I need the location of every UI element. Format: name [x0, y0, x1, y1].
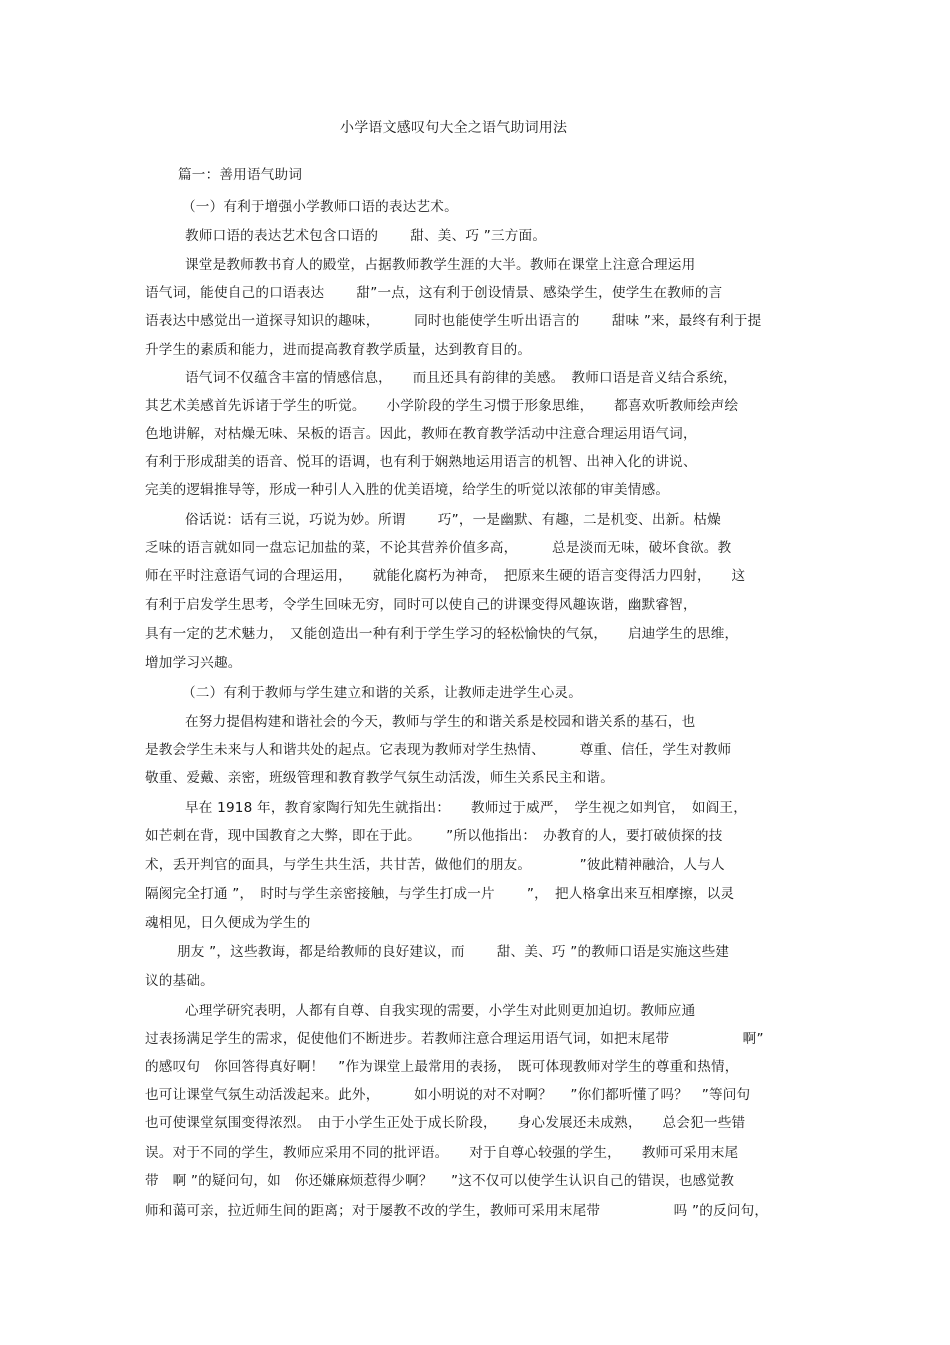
text-line: 的感叹句 你回答得真好啊！ ”作为课堂上最常用的表扬， 既可体现教师对学生的尊重和热情，: [145, 1059, 739, 1075]
text-line: 增加学习兴趣。: [145, 655, 242, 671]
text-line: 教师口语的表达艺术包含口语的 甜、美、巧 ”三方面。: [185, 228, 547, 244]
text-line: 术，丢开判官的面具，与学生共生活，共甘苦，做他们的朋友。 ”彼此精神融洽，人与人: [145, 857, 725, 873]
text-line: 早在 1918 年，教育家陶行知先生就指出： 教师过于威严， 学生视之如判官， 如阎王，: [185, 800, 747, 816]
text-line: 是教会学生未来与人和谐共处的起点。它表现为教师对学生热情、 尊重、信任，学生对教师: [145, 742, 732, 758]
text-line: 色地讲解，对枯燥无味、呆板的语言。因此，教师在教育教学活动中注意合理运用语气词，: [145, 426, 697, 442]
text-line: 带 啊 ”的疑问句，如 你还嫌麻烦惹得少啊？ ”这不仅可以使学生认识自己的错误，也感觉教: [145, 1173, 735, 1189]
text-line: 误。对于不同的学生，教师应采用不同的批评语。 对于自尊心较强的学生， 教师可采用末尾: [145, 1145, 739, 1161]
text-line: 议的基础。: [145, 973, 214, 989]
text-line: 具有一定的艺术魅力， 又能创造出一种有利于学生学习的轻松愉快的气氛， 启迪学生的思维，: [145, 626, 739, 642]
page-title: 小学语文感叹句大全之语气助词用法: [340, 120, 568, 136]
text-line: （一）有利于增强小学教师口语的表达艺术。: [182, 199, 458, 215]
text-line: 升学生的素质和能力，进而提高教育教学质量，达到教育目的。: [145, 342, 532, 358]
text-line: 乏味的语言就如同一盘忘记加盐的菜，不论其营养价值多高， 总是淡而无味，破坏食欲。教: [145, 540, 732, 556]
text-line: 有利于形成甜美的语音、悦耳的语调，也有利于娴熟地运用语言的机智、出神入化的讲说、: [145, 454, 697, 470]
text-line: 隔阂完全打通 ”， 时时与学生亲密接触，与学生打成一片 ”， 把人格拿出来互相摩擦，以灵: [145, 886, 735, 902]
text-line: 篇一：善用语气助词: [178, 167, 303, 183]
text-line: 敬重、爱戴、亲密，班级管理和教育教学气氛生动活泼，师生关系民主和谐。: [145, 770, 614, 786]
text-line: 心理学研究表明，人都有自尊、自我实现的需要，小学生对此则更加迫切。教师应通: [185, 1003, 696, 1019]
text-line: 朋友 ”，这些教诲，都是给教师的良好建议，而 甜、美、巧 ”的教师口语是实施这些建: [177, 944, 730, 960]
text-line: 在努力提倡构建和谐社会的今天，教师与学生的和谐关系是校园和谐关系的基石，也: [185, 714, 696, 730]
text-line: 其艺术美感首先诉诸于学生的听觉。 小学阶段的学生习惯于形象思维， 都喜欢听教师绘声绘: [145, 398, 739, 414]
text-line: 语气词，能使自己的口语表达 甜”一点，这有利于创设情景、感染学生，使学生在教师的言: [145, 285, 723, 301]
text-line: 语表达中感觉出一道探寻知识的趣味， 同时也能使学生听出语言的 甜味 ”来，最终有利于提: [145, 313, 762, 329]
text-line: 也可让课堂气氛生动活泼起来。此外， 如小明说的对不对啊？ ”你们都听懂了吗？ ”等问句: [145, 1087, 751, 1103]
text-line: （二）有利于教师与学生建立和谐的关系，让教师走进学生心灵。: [182, 685, 583, 701]
text-line: 也可使课堂氛围变得浓烈。 由于小学生正处于成长阶段， 身心发展还未成熟， 总会犯一些错: [145, 1115, 746, 1131]
text-line: 魂相见，日久便成为学生的: [145, 915, 311, 931]
text-line: 俗话说：话有三说，巧说为妙。所谓 巧”，一是幽默、有趣，二是机变、出新。枯燥: [185, 512, 721, 528]
text-line: 语气词不仅蕴含丰富的情感信息， 而且还具有韵律的美感。 教师口语是音义结合系统，: [185, 370, 737, 386]
text-line: 完美的逻辑推导等，形成一种引人入胜的优美语境，给学生的听觉以浓郁的审美情感。: [145, 482, 670, 498]
text-line: 如芒刺在背，现中国教育之大弊，即在于此。 ”所以他指出： 办教育的人，要打破侦探的技: [145, 828, 723, 844]
text-line: 课堂是教师教书育人的殿堂，占据教师教学生涯的大半。教师在课堂上注意合理运用: [185, 257, 696, 273]
text-line: 师和蔼可亲，拉近师生间的距离；对于屡教不改的学生，教师可采用末尾带 吗 ”的反问句，: [145, 1203, 769, 1219]
text-line: 过表扬满足学生的需求，促使他们不断进步。若教师注意合理运用语气词，如把末尾带 啊”: [145, 1031, 764, 1047]
text-line: 有利于启发学生思考，令学生回味无穷，同时可以使自己的讲课变得风趣诙谐，幽默睿智，: [145, 597, 697, 613]
text-line: 师在平时注意语气词的合理运用， 就能化腐朽为神奇， 把原来生硬的语言变得活力四射， 这: [145, 568, 746, 584]
